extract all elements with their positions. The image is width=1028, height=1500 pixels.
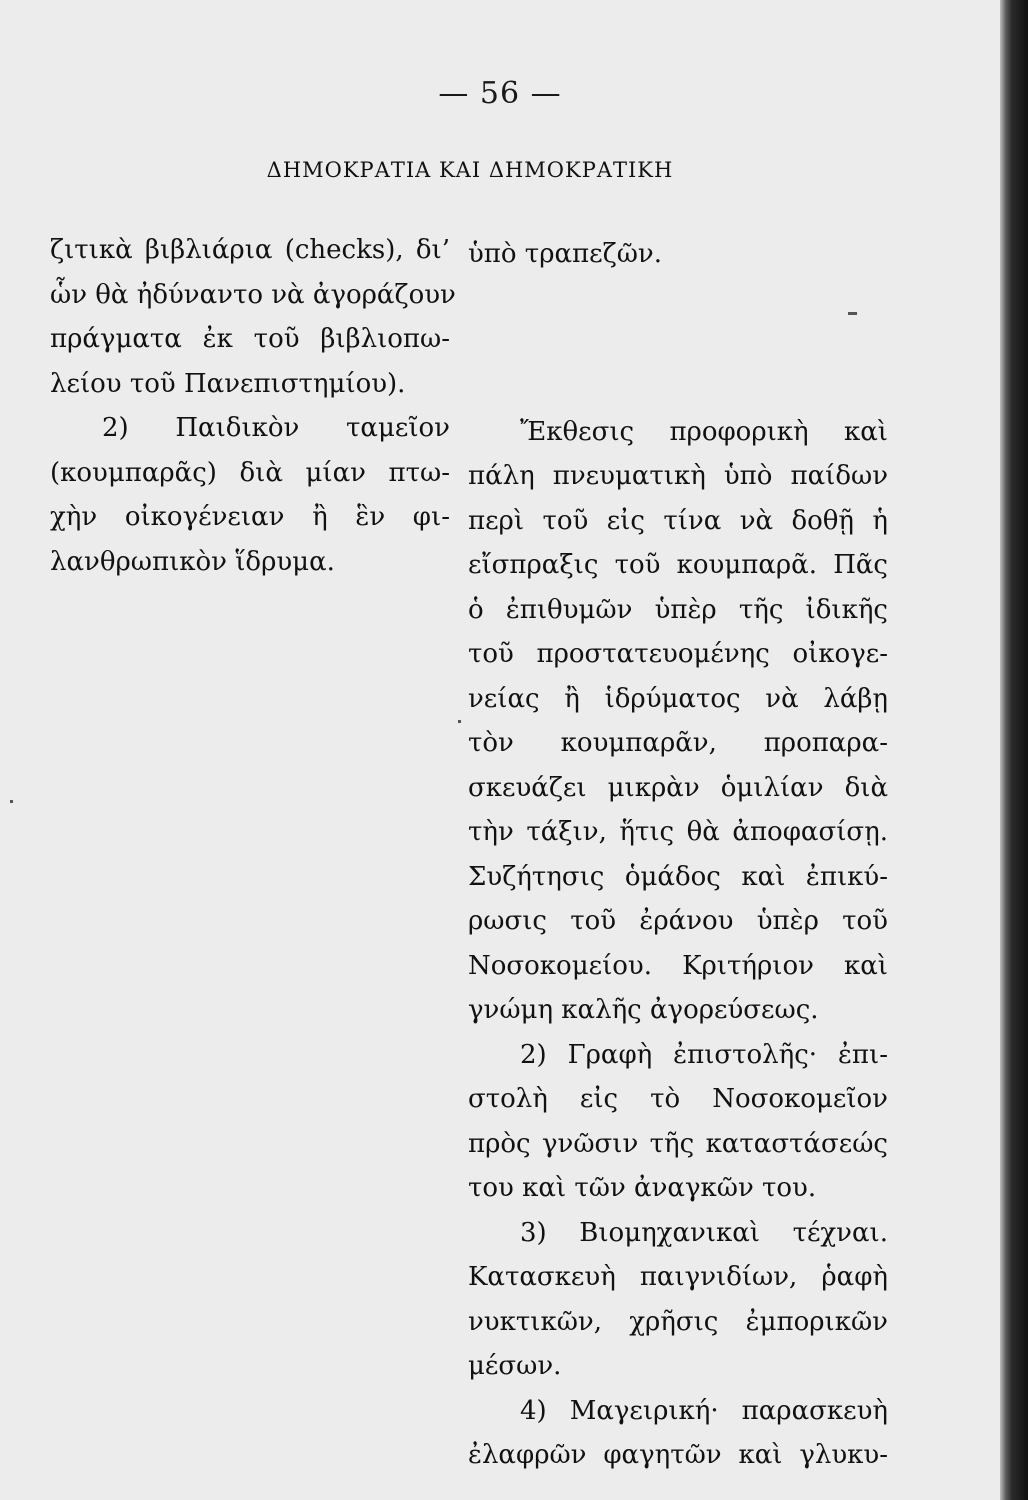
text-line: τὴν τάξιν, ἥτις θὰ ἀποφασίσῃ. [468, 817, 888, 847]
text-line: Συζήτησις ὁμάδος καὶ ἐπικύ- [468, 861, 888, 892]
text-line: πρὸς γνῶσιν τῆς καταστάσεώς [468, 1128, 888, 1159]
text-line: στολὴ εἰς τὸ Νοσοκομεῖον [468, 1084, 888, 1114]
text-line: του καὶ τῶν ἀναγκῶν του. [468, 1173, 817, 1203]
text-line: εἴσπραξις τοῦ κουμπαρᾶ. Πᾶς [468, 550, 888, 580]
text-line: ὧν θὰ ἠδύναντο νὰ ἀγοράζουν [50, 279, 456, 310]
text-line: πάλη πνευματικὴ ὑπὸ παίδων [468, 461, 888, 491]
text-line: ὁ ἐπιθυμῶν ὑπὲρ τῆς ἰδικῆς [468, 594, 888, 625]
text-line: λείου τοῦ Πανεπιστημίου). [50, 368, 406, 399]
text-line: 2) Γραφὴ ἐπιστολῆς· ἐπι- [520, 1039, 888, 1070]
text-line: σκευάζει μικρὰν ὁμιλίαν διὰ [468, 772, 888, 803]
text-line: Κατασκευὴ παιγνιδίων, ῥαφὴ [468, 1262, 888, 1292]
text-line: νυκτικῶν, χρῆσις ἐμπορικῶν [468, 1306, 888, 1337]
text-line: 3) Βιομηχανικαὶ τέχναι. [520, 1217, 888, 1248]
text-line: τοῦ προστατευομένης οἰκογε- [468, 639, 888, 669]
text-line: πράγματα ἐκ τοῦ βιβλιοπω- [50, 324, 450, 354]
text-line: τὸν κουμπαρᾶν, προπαρα- [468, 728, 888, 758]
speck-mark [848, 312, 857, 315]
column-gap [468, 277, 888, 410]
text-line: μέσων. [468, 1351, 562, 1381]
right-column [468, 232, 888, 1478]
text-line: Νοσοκομείου. Κριτήριον καὶ [468, 950, 888, 981]
speck-mark [10, 800, 13, 803]
running-head: ΔΗΜΟΚΡΑΤΙΑ ΚΑΙ ΔΗΜΟΚΡΑΤΙΚΗ [266, 158, 674, 182]
text-line: περὶ τοῦ εἰς τίνα νὰ δοθῇ ἡ [468, 505, 888, 536]
text-line: ἐλαφρῶν φαγητῶν καὶ γλυκυ- [468, 1440, 888, 1470]
page-number: — 56 — [438, 76, 562, 111]
text-line: νείας ἢ ἱδρύματος νὰ λάβῃ [468, 683, 888, 714]
text-line: ζιτικὰ βιβλιάρια (checks), δι’ [50, 235, 450, 265]
speck-mark [458, 720, 461, 723]
left-column [50, 228, 456, 584]
text-line: χὴν οἰκογένειαν ἢ ἓν φι- [50, 502, 450, 532]
text-line: (κουμπαρᾶς) διὰ μίαν πτω- [50, 457, 450, 488]
text-line: ὑπὸ τραπεζῶν. [468, 239, 662, 269]
text-line: 4) Μαγειρική· παρασκευὴ [520, 1395, 888, 1426]
page-edge-shadow [1000, 0, 1028, 1500]
text-line: γνώμη καλῆς ἀγορεύσεως. [468, 995, 819, 1025]
text-line: λανθρωπικὸν ἵδρυμα. [50, 546, 335, 577]
text-line: 2) Παιδικὸν ταμεῖον [102, 413, 450, 443]
text-line: Ἔκθεσις προφορικὴ καὶ [520, 416, 888, 447]
text-line: ρωσις τοῦ ἐράνου ὑπὲρ τοῦ [468, 906, 888, 936]
